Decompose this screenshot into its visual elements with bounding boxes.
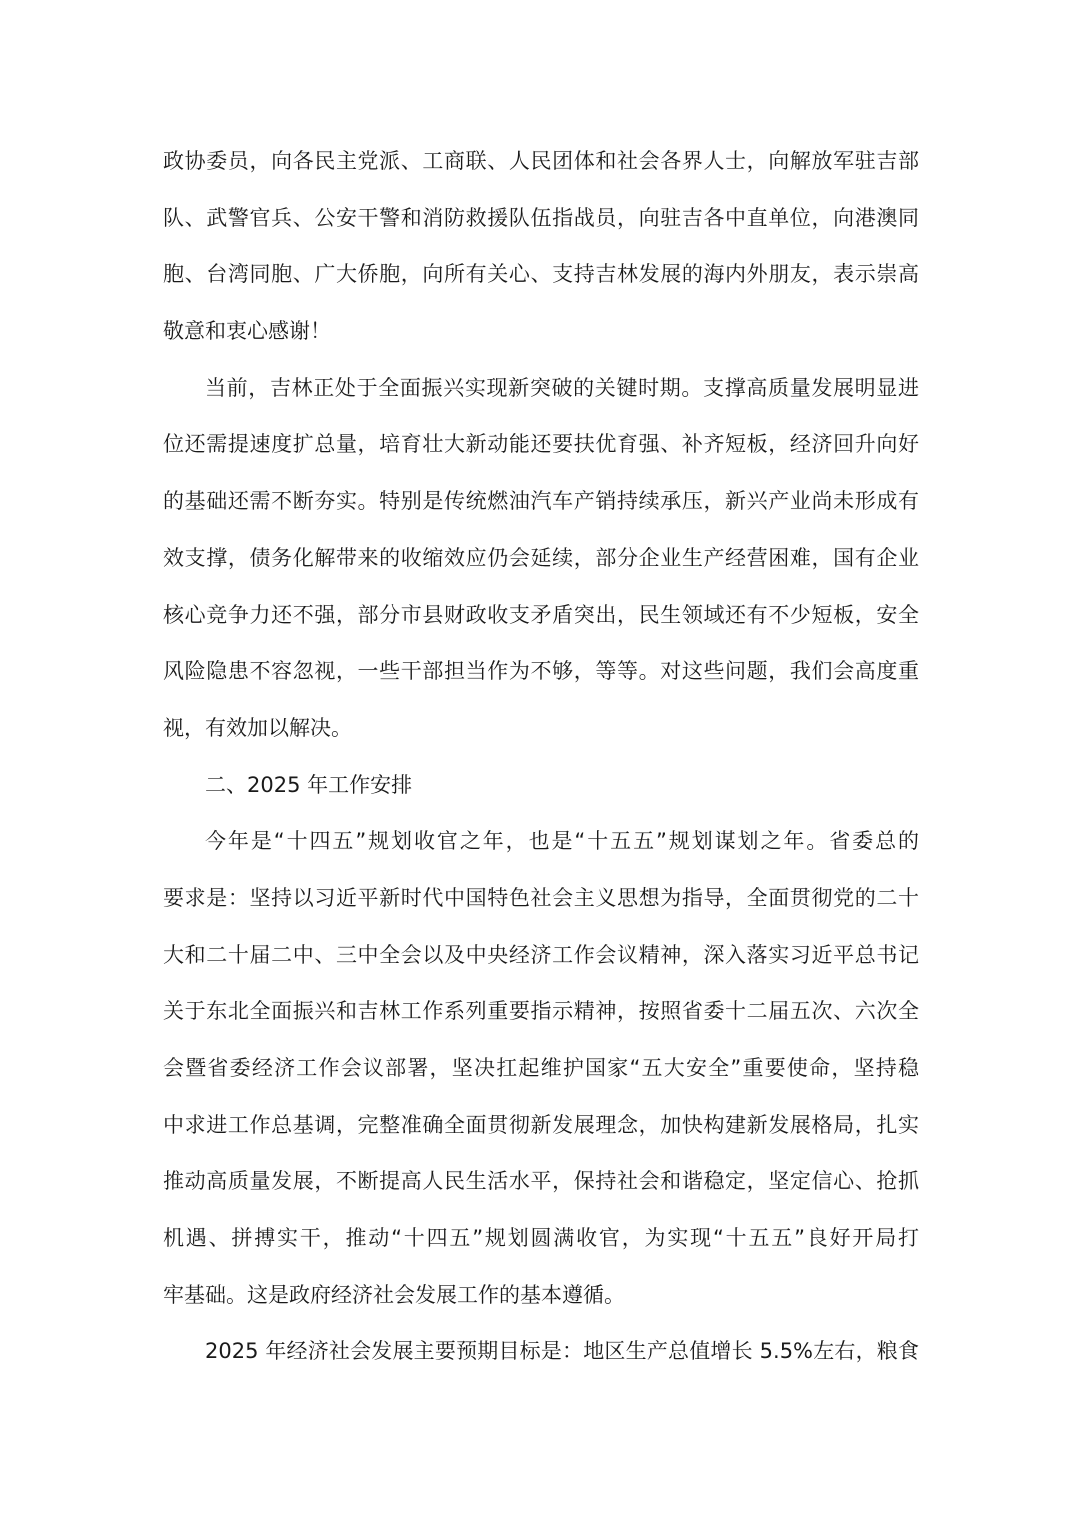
text-line: 中求进工作总基调，完整准确全面贯彻新发展理念，加快构建新发展格局，扎实 <box>163 1112 919 1137</box>
text-line: 胞、台湾同胞、广大侨胞，向所有关心、支持吉林发展的海内外朋友，表示崇高 <box>163 262 919 287</box>
text-line: 视，有效加以解决。 <box>163 715 352 740</box>
text-line: 关于东北全面振兴和吉林工作系列重要指示精神，按照省委十二届五次、六次全 <box>163 999 919 1024</box>
text-line: 效支撑，债务化解带来的收缩效应仍会延续，部分企业生产经营困难，国有企业 <box>163 545 919 570</box>
section-heading: 二、2025 年工作安排 <box>205 772 413 797</box>
text-line: 机遇、拼搏实干，推动“十四五”规划圆满收官，为实现“十五五”良好开局打 <box>163 1226 919 1251</box>
text-line: 风险隐患不容忽视，一些干部担当作为不够，等等。对这些问题，我们会高度重 <box>163 659 919 684</box>
text-line: 的基础还需不断夯实。特别是传统燃油汽车产销持续承压，新兴产业尚未形成有 <box>163 489 919 514</box>
text-line: 敬意和衷心感谢！ <box>163 319 331 344</box>
paragraph-first-line: 当前，吉林正处于全面振兴实现新突破的关键时期。支撑高质量发展明显进 <box>205 375 919 400</box>
text-line: 队、武警官兵、公安干警和消防救援队伍指战员，向驻吉各中直单位，向港澳同 <box>163 205 919 230</box>
text-line: 牢基础。这是政府经济社会发展工作的基本遵循。 <box>163 1282 625 1307</box>
text-line: 推动高质量发展，不断提高人民生活水平，保持社会和谐稳定，坚定信心、抢抓 <box>163 1169 919 1194</box>
text-line: 核心竞争力还不强，部分市县财政收支矛盾突出，民生领域还有不少短板，安全 <box>163 602 919 627</box>
text-line: 位还需提速度扩总量，培育壮大新动能还要扶优育强、补齐短板，经济回升向好 <box>163 432 919 457</box>
text-line: 要求是：坚持以习近平新时代中国特色社会主义思想为指导，全面贯彻党的二十 <box>163 885 919 910</box>
text-line: 大和二十届二中、三中全会以及中央经济工作会议精神，深入落实习近平总书记 <box>163 942 919 967</box>
text-line: 政协委员，向各民主党派、工商联、人民团体和社会各界人士，向解放军驻吉部 <box>163 149 919 173</box>
body-text <box>163 133 919 1380</box>
text-line: 会暨省委经济工作会议部署，坚决扛起维护国家“五大安全”重要使命，坚持稳 <box>163 1056 919 1080</box>
paragraph-first-line: 今年是“十四五”规划收官之年，也是“十五五”规划谋划之年。省委总的 <box>205 829 919 854</box>
paragraph-first-line: 2025 年经济社会发展主要预期目标是：地区生产总值增长 5.5%左右，粮食 <box>205 1339 919 1364</box>
